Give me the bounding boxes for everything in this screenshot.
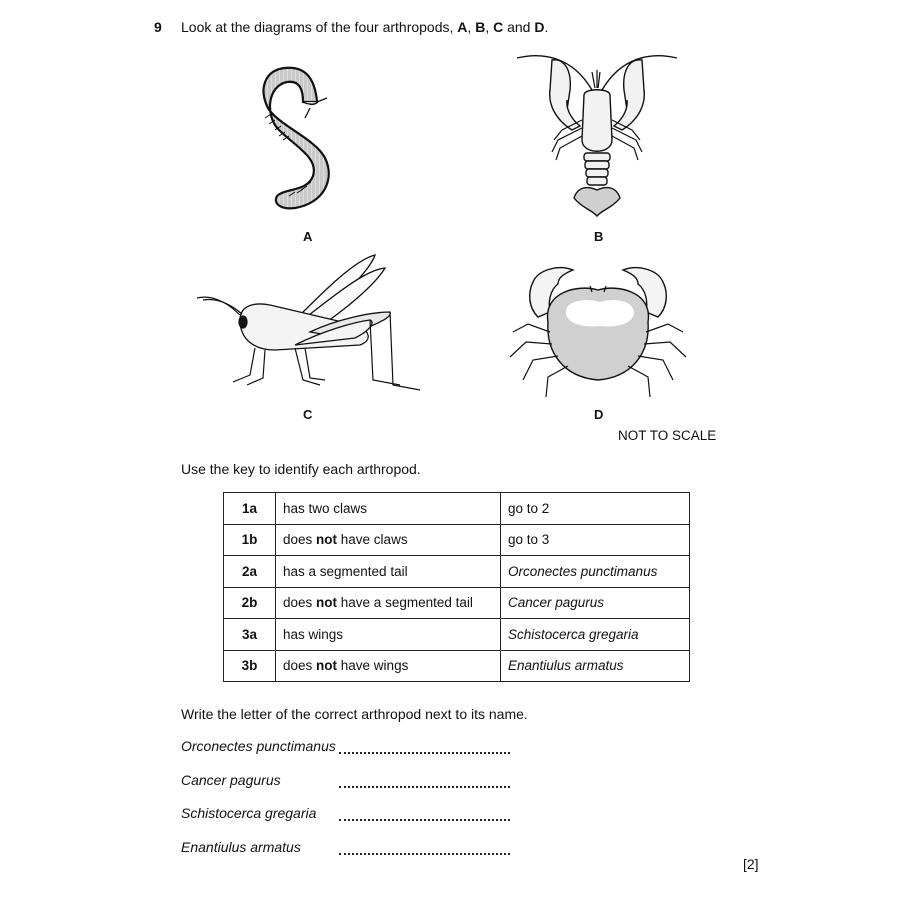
prompt-sep: , [467, 19, 476, 35]
scale-note: NOT TO SCALE [618, 428, 717, 443]
species-name: Cancer pagurus [181, 772, 281, 788]
key-characteristic [276, 556, 501, 588]
key-result: go to 3 [501, 524, 690, 556]
answer-row [181, 839, 301, 855]
key-row [224, 493, 690, 525]
characteristic-text: has a segmented tail [283, 563, 408, 579]
key-characteristic [276, 619, 501, 651]
key-row [224, 650, 690, 682]
characteristic-text: have claws [337, 532, 408, 548]
characteristic-emphasis: not [316, 595, 338, 611]
prompt-sep: , [485, 19, 494, 35]
prompt-letter-d: D [534, 19, 545, 35]
question-prompt [181, 19, 548, 35]
key-row [224, 619, 690, 651]
prompt-end: . [544, 19, 549, 35]
species-name: Schistocerca gregaria [181, 805, 317, 821]
key-characteristic [276, 650, 501, 682]
key-characteristic [276, 493, 501, 525]
millipede-icon [255, 58, 355, 218]
characteristic-text: have wings [337, 658, 409, 674]
key-step: 3a [224, 619, 276, 651]
figure-label-c: C [303, 407, 313, 422]
key-characteristic [276, 587, 501, 619]
millipede-body [264, 68, 329, 209]
key-step: 1a [224, 493, 276, 525]
characteristic-text: does [283, 658, 317, 674]
key-step: 1b [224, 524, 276, 556]
key-result: go to 2 [501, 493, 690, 525]
key-result: Enantiulus armatus [501, 650, 690, 682]
characteristic-text: has wings [283, 626, 344, 642]
prompt-letter-b: B [475, 19, 486, 35]
key-characteristic [276, 524, 501, 556]
prompt-letter-a: A [457, 19, 468, 35]
prompt-and: and [503, 19, 535, 35]
characteristic-emphasis: not [316, 658, 338, 674]
figure-label-b: B [594, 229, 604, 244]
prompt-text: Look at the diagrams of the four arthropods, [181, 19, 458, 35]
figure-label-a: A [303, 229, 313, 244]
key-step: 2a [224, 556, 276, 588]
key-result: Orconectes punctimanus [501, 556, 690, 588]
characteristic-text: have a segmented tail [337, 595, 473, 611]
answer-line-schistocerca[interactable] [339, 819, 510, 821]
answer-row [181, 738, 336, 754]
figure-label-d: D [594, 407, 604, 422]
answer-line-cancer[interactable] [339, 786, 510, 788]
key-instruction: Use the key to identify each arthropod. [181, 461, 421, 477]
key-result: Schistocerca gregaria [501, 619, 690, 651]
crab-icon [508, 262, 688, 407]
marks-total: [2] [743, 856, 759, 872]
dichotomous-key-table [223, 492, 690, 682]
answer-row [181, 772, 281, 788]
key-row [224, 587, 690, 619]
key-result: Cancer pagurus [501, 587, 690, 619]
characteristic-text: does [283, 532, 317, 548]
answer-line-enantiulus[interactable] [339, 853, 510, 855]
answer-line-orconectes[interactable] [339, 752, 510, 754]
characteristic-text: has two claws [283, 500, 368, 516]
characteristic-text: does [283, 595, 317, 611]
key-step: 3b [224, 650, 276, 682]
species-name: Orconectes punctimanus [181, 738, 336, 754]
key-step: 2b [224, 587, 276, 619]
answer-instruction: Write the letter of the correct arthropod next to its name. [181, 706, 528, 722]
grasshopper-icon [195, 250, 425, 395]
question-number: 9 [154, 19, 162, 35]
answer-row [181, 805, 316, 821]
crayfish-icon [512, 50, 682, 220]
species-name: Enantiulus armatus [181, 839, 301, 855]
key-row [224, 524, 690, 556]
prompt-letter-c: C [493, 19, 504, 35]
key-row [224, 556, 690, 588]
characteristic-emphasis: not [316, 532, 338, 548]
